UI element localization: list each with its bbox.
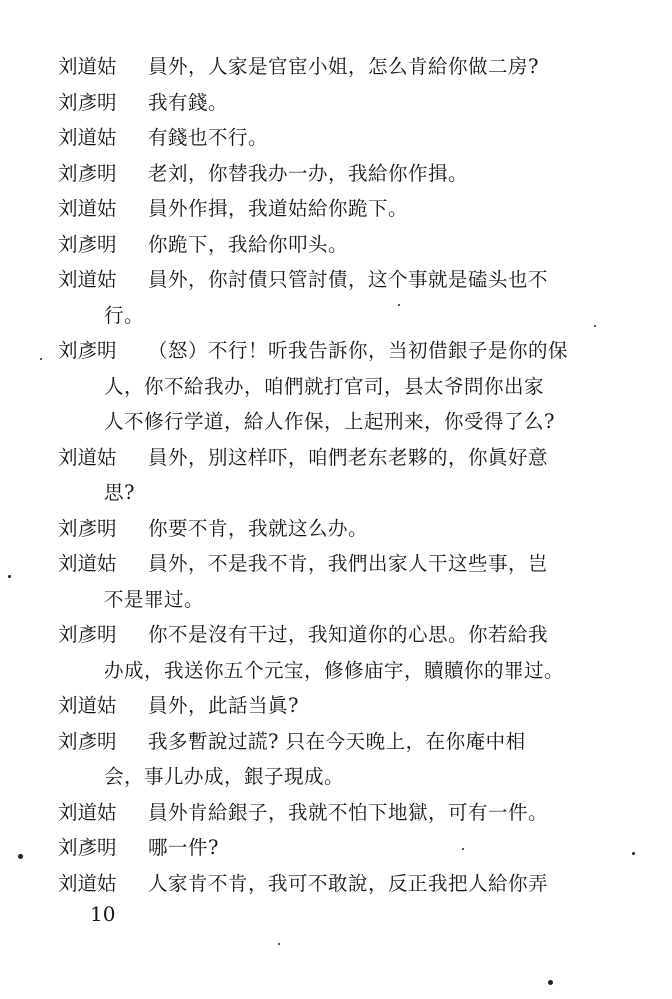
print-speck	[632, 852, 635, 855]
dialogue-text: 員外，人家是官宦小姐，怎么肯給你做二房?	[148, 55, 539, 78]
dialogue-line	[58, 227, 598, 263]
dialogue-line	[58, 191, 598, 227]
print-speck	[548, 980, 553, 985]
print-speck	[40, 358, 42, 360]
dialogue-text: 人不修行学道，給人作保，上起刑来，你受得了么?	[104, 410, 555, 433]
dialogue-line	[58, 49, 598, 85]
speaker-name: 刘道姑	[58, 55, 117, 78]
dialogue-line	[58, 511, 598, 547]
dialogue-text: 有錢也不行。	[148, 126, 269, 149]
dialogue-text: 哪一件?	[148, 836, 219, 859]
speaker-name: 刘彥明	[58, 232, 117, 256]
dialogue-text: 行。	[104, 303, 145, 327]
dialogue-text: 我有錢。	[148, 90, 229, 114]
print-speck	[18, 854, 23, 859]
dialogue-continuation	[58, 653, 598, 689]
dialogue-line	[58, 795, 598, 831]
dialogue-text: 会，事儿办成，銀子現成。	[104, 765, 345, 788]
dialogue-text: （怒）不行！听我告訴你，当初借銀子是你的保	[148, 339, 569, 362]
dialogue-text: 員外，別这样吓，咱們老东老夥的，你眞好意	[148, 445, 549, 469]
dialogue-line	[58, 440, 598, 476]
dialogue-continuation	[58, 404, 598, 440]
speaker-name: 刘彥明	[58, 90, 117, 114]
dialogue-line	[58, 688, 598, 724]
speaker-name: 刘彥明	[58, 729, 117, 753]
speaker-name: 刘道姑	[58, 126, 117, 149]
dialogue-text: 員外，不是我不肯，我們出家人干这些事，岂	[148, 552, 549, 575]
dialogue-text: 不是罪过。	[104, 587, 205, 611]
speaker-name: 刘道姑	[58, 694, 117, 717]
dialogue-text: 你不是沒有干过，我知道你的心思。你若給我	[148, 623, 549, 646]
dialogue-text: 人，你不給我办，咱們就打官司，县太爷問你出家	[104, 374, 545, 398]
speaker-name: 刘彥明	[58, 339, 117, 362]
dialogue-continuation	[58, 298, 598, 334]
dialogue-line	[58, 262, 598, 298]
print-speck	[398, 304, 400, 306]
dialogue-body	[58, 49, 598, 901]
dialogue-text: 老刘，你替我办一办，我給你作揖。	[148, 161, 469, 185]
dialogue-line	[58, 546, 598, 582]
dialogue-text: 員外，此話当眞?	[148, 694, 299, 717]
dialogue-text: 員外，你討債只管討債，这个事就是磕头也不	[148, 268, 549, 291]
dialogue-text: 思?	[104, 481, 135, 504]
dialogue-line	[58, 830, 598, 866]
dialogue-continuation	[58, 759, 598, 795]
print-speck	[8, 575, 11, 578]
speaker-name: 刘彥明	[58, 836, 117, 859]
dialogue-text: 你跪下，我給你叩头。	[148, 232, 349, 256]
speaker-name: 刘道姑	[58, 800, 117, 824]
dialogue-line	[58, 866, 598, 902]
dialogue-text: 我多暫說过謊? 只在今天晚上，在你庵中相	[148, 729, 526, 753]
dialogue-continuation	[58, 475, 598, 511]
dialogue-continuation	[58, 369, 598, 405]
speaker-name: 刘道姑	[58, 445, 117, 469]
speaker-name: 刘道姑	[58, 871, 117, 895]
print-speck	[278, 943, 280, 945]
dialogue-text: 員外作揖，我道姑給你跪下。	[148, 197, 409, 220]
speaker-name: 刘道姑	[58, 197, 117, 220]
dialogue-line	[58, 617, 598, 653]
speaker-name: 刘道姑	[58, 268, 117, 291]
speaker-name: 刘彥明	[58, 161, 117, 185]
print-speck	[594, 325, 596, 327]
speaker-name: 刘道姑	[58, 552, 117, 575]
dialogue-line	[58, 333, 598, 369]
dialogue-text: 員外肯給銀子，我就不怕下地獄，可有一件。	[148, 800, 549, 824]
dialogue-line	[58, 85, 598, 121]
page-number: 10	[90, 902, 116, 926]
dialogue-text: 办成，我送你五个元宝，修修庙宇，贖贖你的罪过。	[104, 658, 565, 682]
dialogue-line	[58, 724, 598, 760]
speaker-name: 刘彥明	[58, 516, 117, 540]
print-speck	[462, 848, 464, 850]
dialogue-line	[58, 156, 598, 192]
dialogue-continuation	[58, 582, 598, 618]
dialogue-line	[58, 120, 598, 156]
dialogue-text: 人家肯不肯，我可不敢說，反正我把人給你弄	[148, 871, 549, 895]
dialogue-text: 你要不肯，我就这么办。	[148, 516, 369, 540]
speaker-name: 刘彥明	[58, 623, 117, 646]
